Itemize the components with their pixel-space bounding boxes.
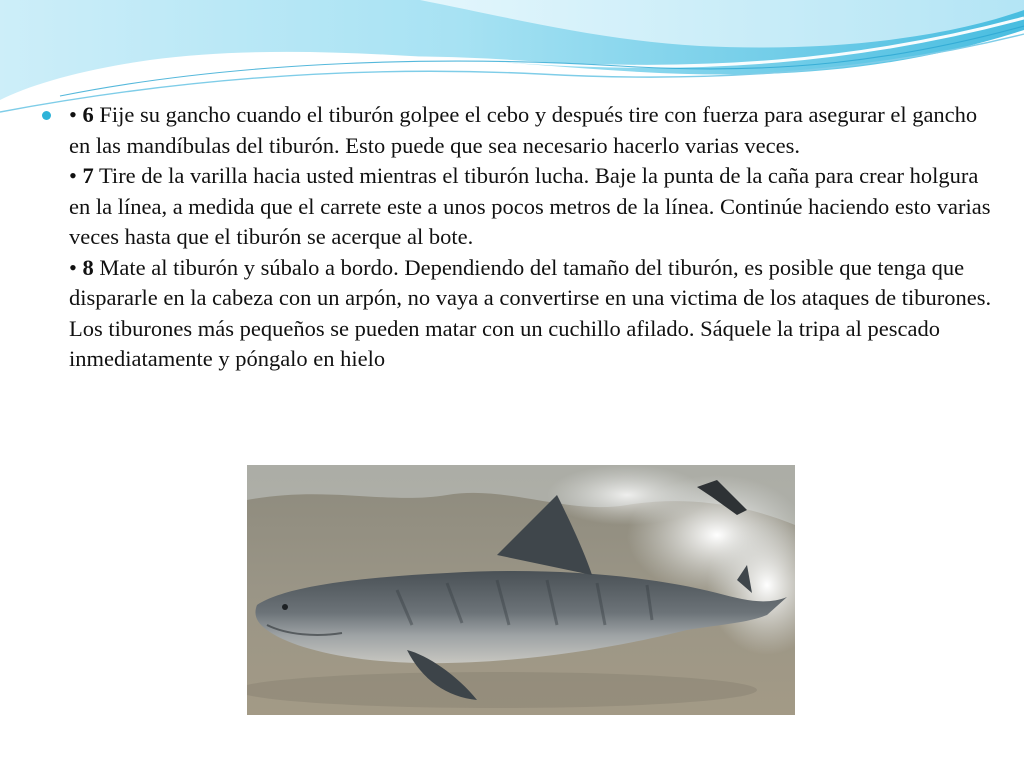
step-marker: • (69, 102, 77, 127)
step-7 (69, 161, 1002, 253)
step-8 (69, 253, 1002, 375)
steps-text (69, 100, 1002, 375)
step-marker: • (69, 254, 77, 280)
step-marker: • (69, 163, 77, 188)
step-text: Fije su gancho cuando el tiburón golpee el cebo y después tire con fuerza para asegurar el gancho en las mandíbulas del tiburón. Esto puede que sea necesario hacerlo varias veces. (69, 102, 978, 158)
step-text: Mate al tiburón y súbalo a bordo. Dependiendo del tamaño del tiburón, es posible que tenga que dispararle en la cabeza con un arpón, no vaya a convertirse en una victima de los ataques de tiburones. Los tiburones más pequeños se pueden matar con un cuchillo afilado. Sáquele la tripa al pescado inmediatamente y póngalo en hielo (69, 254, 992, 371)
step-6 (69, 100, 1002, 161)
shark-photo (247, 465, 795, 715)
content-area (42, 100, 1002, 375)
step-number: 8 (82, 254, 94, 280)
step-number: 7 (82, 163, 94, 188)
bullet-list-item (42, 100, 1002, 375)
step-number: 6 (82, 102, 94, 127)
disc-bullet-icon (42, 111, 51, 120)
step-text: Tire de la varilla hacia usted mientras el tiburón lucha. Baje la punta de la caña para crear holgura en la línea, a medida que el carrete este a unos pocos metros de la línea. Continúe haciendo esto varias veces hasta que el tiburón se acerque al bote. (69, 163, 991, 249)
